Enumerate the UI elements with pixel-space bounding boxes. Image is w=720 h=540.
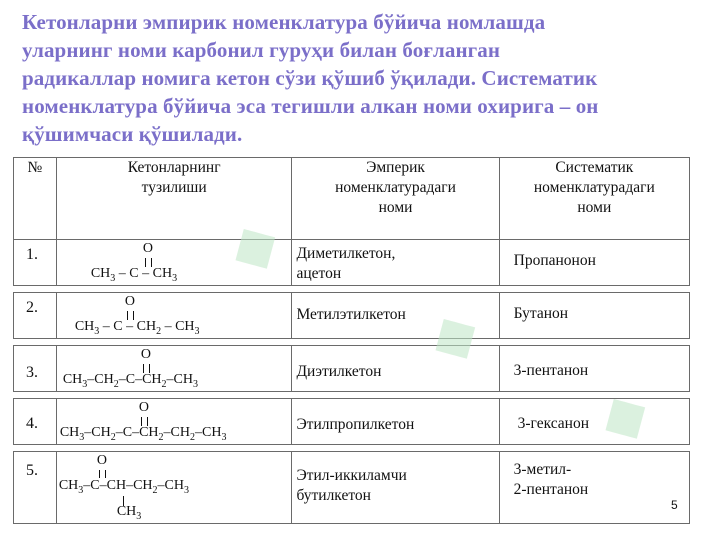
table-header-row — [14, 158, 690, 240]
formula-branch: $CH_3$ — [116, 504, 142, 522]
double-bond — [99, 470, 106, 478]
formula-text: $CH_3-CH_2-C-CH_2-CH_3$ — [62, 372, 198, 390]
name-line: Бутанон — [513, 305, 569, 322]
header-line: Кетонларнинг — [127, 159, 221, 176]
formula-text: $CH_3$ – C – $CH_3$ — [90, 266, 178, 284]
intro-line: Кетонларни эмпирик номенклатура бўйича номлашда — [22, 10, 546, 34]
name-line: Метилэтилкетон — [296, 306, 406, 323]
page-number: 5 — [671, 498, 678, 512]
formula-text: $CH_3$ – C – $CH_2 - CH_3$ — [74, 319, 200, 337]
empirical-name — [292, 293, 499, 339]
header-line: тузилиши — [141, 179, 207, 196]
watermark-shape: ◆ — [585, 373, 661, 457]
name-line: Пропанонон — [513, 252, 596, 269]
watermark-shape: ◆ — [215, 203, 291, 287]
intro-line: номенклатура бўйича эса тегишли алкан номи охирига – он — [22, 94, 599, 118]
header-line: номи — [378, 199, 413, 216]
table-row — [14, 240, 690, 286]
header-empirical — [292, 158, 499, 240]
header-systematic — [499, 158, 689, 240]
header-line: Эмперик — [366, 159, 425, 176]
watermark-shape: ◆ — [415, 293, 491, 377]
name-line: бутилкетон — [296, 487, 371, 504]
formula-text: $CH_3-C-CH-CH_2-CH_3$ — [58, 478, 189, 496]
structure-formula — [56, 452, 292, 524]
row-number: 1. — [14, 240, 57, 286]
table-row — [14, 452, 690, 524]
structure-formula — [56, 293, 292, 339]
name-line: 3-гексанон — [517, 415, 590, 432]
header-line: Систематик — [555, 159, 634, 176]
formula-text: $CH_3-CH_2-C-CH_2-CH_2-CH_3$ — [59, 425, 227, 443]
name-line: 2-пентанон — [513, 481, 589, 498]
intro-paragraph — [22, 8, 702, 148]
oxygen-atom: O — [142, 241, 153, 256]
structure-formula — [56, 399, 292, 445]
systematic-name — [499, 240, 689, 286]
header-line: номенклатурадаги — [335, 179, 456, 196]
row-number: 4. — [14, 399, 57, 445]
name-line: Диэтилкетон — [296, 363, 382, 380]
ketone-nomenclature-table — [13, 157, 690, 524]
name-line: 3-метил- — [513, 461, 572, 478]
systematic-name — [499, 452, 689, 524]
name-line: Диметилкетон, — [296, 245, 396, 262]
structure-formula — [56, 240, 292, 286]
name-line: ацетон — [296, 265, 342, 282]
name-line: Этил-иккиламчи — [296, 467, 407, 484]
oxygen-atom: O — [96, 453, 107, 468]
table-row — [14, 346, 690, 392]
intro-line: қўшимчаси қўшилади. — [22, 122, 243, 146]
systematic-name — [499, 399, 689, 445]
empirical-name — [292, 452, 499, 524]
oxygen-atom: O — [140, 347, 151, 362]
header-line: номенклатурадаги — [533, 179, 655, 196]
name-line: Этилпропилкетон — [296, 416, 415, 433]
empirical-name — [292, 240, 499, 286]
name-line: 3-пентанон — [513, 362, 589, 379]
oxygen-atom: O — [124, 294, 135, 309]
oxygen-atom: O — [138, 400, 149, 415]
systematic-name — [499, 346, 689, 392]
table-row — [14, 399, 690, 445]
header-num: № — [14, 158, 57, 240]
structure-formula — [56, 346, 292, 392]
header-line: номи — [577, 199, 612, 216]
empirical-name — [292, 346, 499, 392]
table-row — [14, 293, 690, 339]
empirical-name — [292, 399, 499, 445]
row-number: 5. — [14, 452, 57, 524]
systematic-name — [499, 293, 689, 339]
intro-line: радикаллар номига кетон сўзи қўшиб ўқилади. Систематик — [22, 66, 598, 90]
row-number: 3. — [14, 346, 57, 392]
row-number: 2. — [14, 293, 57, 339]
header-structure — [56, 158, 292, 240]
intro-line: уларнинг номи карбонил гуруҳи билан боғланган — [22, 38, 501, 62]
